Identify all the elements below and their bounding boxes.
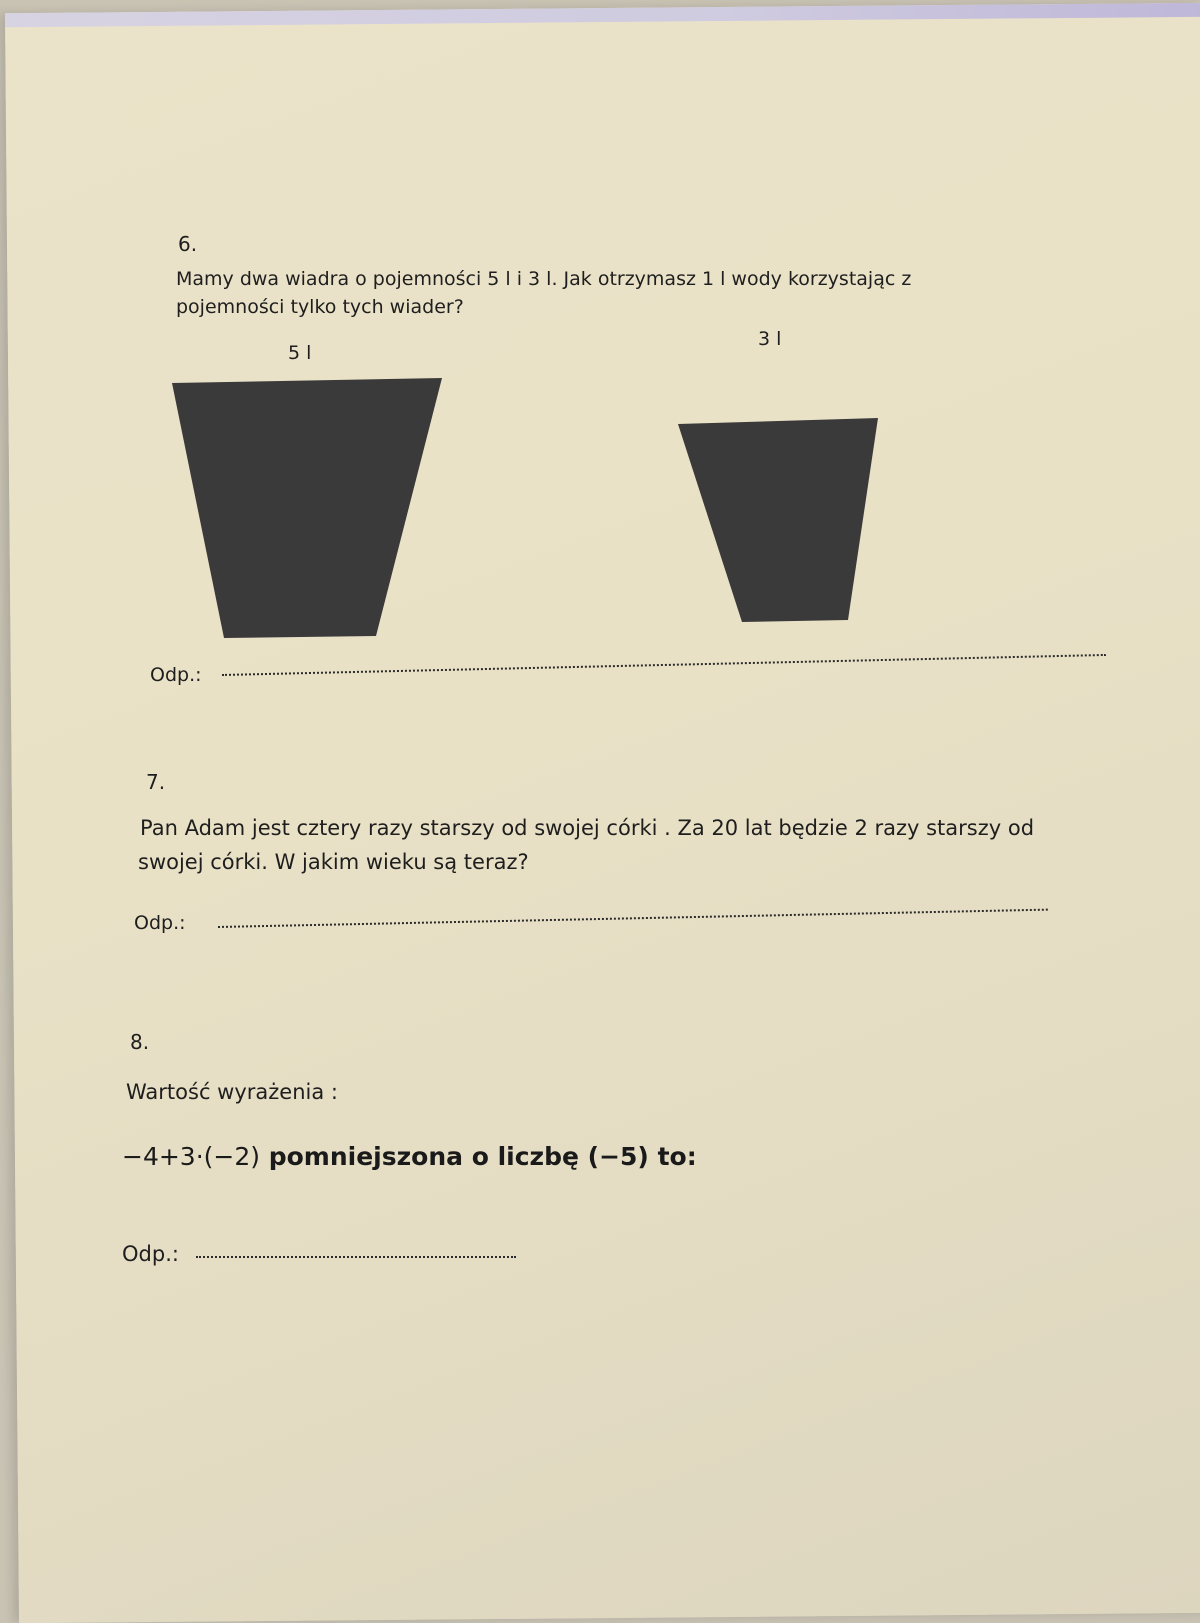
question-8-answer-label: Odp.: [122,1242,179,1266]
question-7-text-line1: Pan Adam jest cztery razy starszy od swojej córki . Za 20 lat będzie 2 razy starszy od [140,816,1035,840]
buckets-diagram [0,0,1200,700]
bucket-5l-icon [172,378,442,638]
question-6-number: 6. [178,232,198,256]
question-8-expression [122,1142,697,1171]
bucket-5l-label: 5 l [288,342,312,364]
question-8-answer-line[interactable] [196,1256,516,1258]
question-7-answer-label: Odp.: [134,912,186,934]
question-6-answer-label: Odp.: [150,664,202,686]
bucket-3l-label: 3 l [758,328,782,350]
question-8-prompt: Wartość wyrażenia : [126,1080,338,1104]
question-7-number: 7. [146,770,166,794]
expression-text: pomniejszona o liczbę (−5) to: [268,1142,697,1171]
question-7-text-line2: swojej córki. W jakim wieku są teraz? [138,850,529,874]
question-6-text-line1: Mamy dwa wiadra o pojemności 5 l i 3 l. Jak otrzymasz 1 l wody korzystając z [176,268,912,290]
expression-math: −4+3·(−2) [122,1142,261,1171]
question-6-text-line2: pojemności tylko tych wiader? [176,296,464,318]
question-8-number: 8. [130,1030,150,1054]
bucket-3l-icon [678,418,878,622]
